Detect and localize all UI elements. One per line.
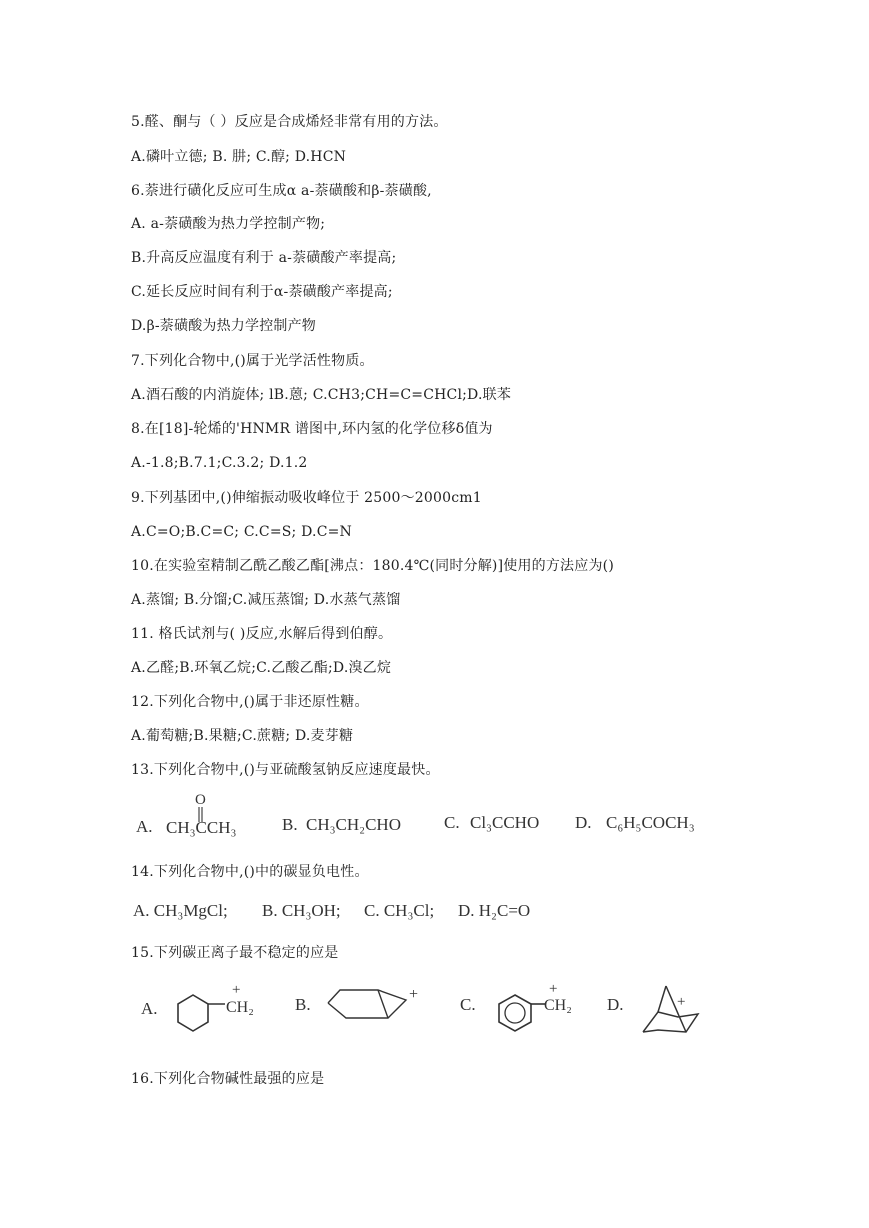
q14-option-b: B. CH₃OH; [262, 901, 341, 920]
q15-cyclohexylmethyl-cation [168, 982, 268, 1045]
question-11-options: A.乙醛;B.环氧乙烷;C.乙酸乙酯;D.溴乙烷 [131, 660, 392, 676]
q15-option-a-label: A. [141, 999, 158, 1018]
question-16-text: 16.下列化合物碱性最强的应是 [131, 1071, 325, 1087]
question-6-option-c: C.延长反应时间有利于α-萘磺酸产率提高; [131, 284, 393, 300]
question-9-options: A.C=O;B.C=C; C.C=S; D.C=N [131, 524, 352, 540]
question-6-text: 6.萘进行磺化反应可生成α a-萘磺酸和β-萘磺酸, [131, 183, 432, 199]
q15-d-plus: + [677, 994, 686, 1010]
question-7-text: 7.下列化合物中,()属于光学活性物质。 [131, 353, 374, 369]
question-12-options: A.葡萄糖;B.果糖;C.蔗糖; D.麦芽糖 [131, 728, 354, 744]
question-8-options: A.-1.8;B.7.1;C.3.2; D.1.2 [131, 455, 308, 471]
q15-option-d-label: D. [607, 995, 624, 1014]
q15-a-group: CH₂ [226, 999, 254, 1016]
q14-option-d: D. H₂C=O [458, 901, 531, 920]
q13-option-b-label: B. [282, 815, 298, 834]
q15-c-plus: + [549, 981, 558, 997]
question-6-option-a: A. a-萘磺酸为热力学控制产物; [131, 216, 326, 232]
q13-option-b-formula: CH₃CH₂CHO [306, 815, 401, 834]
q15-option-b-label: B. [295, 995, 311, 1014]
q15-b-plus: + [409, 986, 419, 1003]
question-13-text: 13.下列化合物中,()与亚硫酸氢钠反应速度最快。 [131, 762, 440, 778]
question-11-text: 11. 格氏试剂与( )反应,水解后得到伯醇。 [131, 626, 393, 642]
question-6-option-b: B.升高反应温度有利于 a-萘磺酸产率提高; [131, 250, 397, 266]
q14-option-c: C. CH₃Cl; [364, 901, 435, 920]
q13-option-d-formula: C₆H₅COCH₃ [606, 813, 695, 832]
question-5-text: 5.醛、酮与（ ）反应是合成烯烃非常有用的方法。 [131, 114, 448, 130]
q15-option-c-label: C. [460, 995, 476, 1014]
q13-option-d-label: D. [575, 813, 592, 832]
q13-option-c-formula: Cl₃CCHO [470, 813, 540, 832]
q13-option-c-label: C. [444, 813, 460, 832]
question-8-text: 8.在[18]-轮烯的'HNMR 谱图中,环内氢的化学位移δ值为 [131, 421, 493, 437]
question-10-options: A.蒸馏; B.分馏;C.减压蒸馏; D.水蒸气蒸馏 [131, 592, 401, 608]
question-12-text: 12.下列化合物中,()属于非还原性糖。 [131, 694, 369, 710]
question-9-text: 9.下列基团中,()伸缩振动吸收峰位于 2500～2000cm1 [131, 490, 482, 506]
q13-option-a-oxygen: O [195, 792, 206, 808]
question-5-options: A.磷叶立德; B. 肼; C.醇; D.HCN [131, 149, 347, 165]
question-10-text: 10.在实验室精制乙酰乙酸乙酯[沸点：180.4℃(同时分解)]使用的方法应为() [131, 558, 614, 574]
question-14-text: 14.下列化合物中,()中的碳显负电性。 [131, 864, 369, 880]
q15-c-group: CH₂ [544, 997, 572, 1014]
q15-benzyl-cation [488, 982, 588, 1042]
question-7-options: A.酒石酸的内消旋体; lB.蒽; C.CH3;CH=C=CHCl;D.联苯 [131, 387, 512, 403]
q15-a-plus: + [232, 982, 241, 998]
q13-option-a-formula: CH₃CCH₃ [166, 818, 237, 837]
question-15-text: 15.下列碳正离子最不稳定的应是 [131, 945, 339, 961]
q14-option-a: A. CH₃MgCl; [133, 901, 228, 920]
question-6-option-d: D.β-萘磺酸为热力学控制产物 [131, 318, 316, 334]
q15-cyclohexyl-chair-cation [318, 985, 428, 1035]
q15-norbornyl-cation [638, 982, 708, 1042]
q13-option-a-label: A. [136, 817, 153, 836]
